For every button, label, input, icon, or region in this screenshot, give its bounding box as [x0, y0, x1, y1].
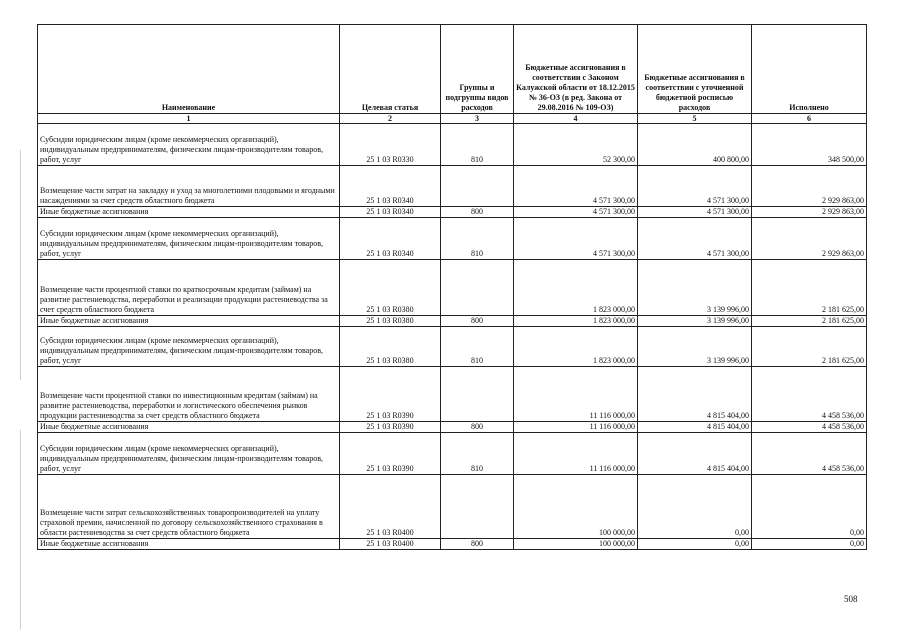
column-number: 4 — [514, 114, 638, 124]
table-row — [38, 166, 867, 207]
row-revised: 4 571 300,00 — [638, 166, 752, 207]
row-name: Субсидии юридическим лицам (кроме некоммерческих организаций), индивидуальным предпринимателям, физическим лицам-производителям товаров, работ, услуг — [38, 218, 340, 260]
row-expense-group — [441, 367, 514, 422]
row-executed: 0,00 — [752, 539, 867, 550]
header-expense-groups: Группы и подгруппы видов расходов — [441, 25, 514, 114]
table-header-row — [38, 25, 867, 114]
row-approved: 4 571 300,00 — [514, 207, 638, 218]
row-approved: 1 823 000,00 — [514, 260, 638, 316]
header-revised-allocations: Бюджетные ассигнования в соответствии с уточненной бюджетной росписью расходов — [638, 25, 752, 114]
table-row — [38, 207, 867, 218]
table-row — [38, 433, 867, 475]
row-name: Возмещение части затрат на закладку и уход за многолетними плодовыми и ягодными насаждениями за счет средств областного бюджета — [38, 166, 340, 207]
header-approved-allocations: Бюджетные ассигнования в соответствии с Законом Калужской области от 18.12.2015 № 36-ОЗ (в ред. Закона от 29.08.2016 № 109-ОЗ) — [514, 25, 638, 114]
row-expense-group: 800 — [441, 422, 514, 433]
row-name: Возмещение части процентной ставки по краткосрочным кредитам (займам) на развитие растениеводства, переработки и реализации продукции растениеводства за счет средств областного бюджета — [38, 260, 340, 316]
row-target-article: 25 1 03 R0340 — [340, 166, 441, 207]
table-row — [38, 260, 867, 316]
row-name: Иные бюджетные ассигнования — [38, 316, 340, 327]
row-revised: 0,00 — [638, 475, 752, 539]
row-target-article: 25 1 03 R0400 — [340, 475, 441, 539]
row-revised: 4 815 404,00 — [638, 422, 752, 433]
row-executed: 4 458 536,00 — [752, 367, 867, 422]
row-executed: 2 181 625,00 — [752, 316, 867, 327]
scan-edge-mark-top — [20, 150, 21, 380]
row-target-article: 25 1 03 R0380 — [340, 327, 441, 367]
row-executed: 2 181 625,00 — [752, 260, 867, 316]
row-expense-group: 810 — [441, 124, 514, 166]
row-name: Возмещение части затрат сельскохозяйственных товаропроизводителей на уплату страховой премии, начисленной по договору сельскохозяйственного страхования в области растениеводства за счет средств областного бюджета — [38, 475, 340, 539]
row-name: Иные бюджетные ассигнования — [38, 539, 340, 550]
table-row — [38, 367, 867, 422]
row-expense-group — [441, 166, 514, 207]
row-target-article: 25 1 03 R0400 — [340, 539, 441, 550]
row-expense-group: 800 — [441, 207, 514, 218]
column-number: 6 — [752, 114, 867, 124]
row-revised: 3 139 996,00 — [638, 260, 752, 316]
row-approved: 1 823 000,00 — [514, 327, 638, 367]
row-target-article: 25 1 03 R0380 — [340, 316, 441, 327]
table-row — [38, 218, 867, 260]
row-expense-group: 810 — [441, 433, 514, 475]
row-revised: 4 571 300,00 — [638, 207, 752, 218]
row-expense-group: 810 — [441, 218, 514, 260]
row-revised: 4 571 300,00 — [638, 218, 752, 260]
row-executed: 4 458 536,00 — [752, 433, 867, 475]
scan-edge-mark-bottom — [20, 430, 21, 630]
row-target-article: 25 1 03 R0340 — [340, 207, 441, 218]
column-number: 5 — [638, 114, 752, 124]
row-approved: 4 571 300,00 — [514, 218, 638, 260]
row-executed: 4 458 536,00 — [752, 422, 867, 433]
row-revised: 4 815 404,00 — [638, 433, 752, 475]
column-number-row — [38, 114, 867, 124]
row-expense-group: 810 — [441, 327, 514, 367]
row-executed: 348 500,00 — [752, 124, 867, 166]
table-row — [38, 316, 867, 327]
column-number: 3 — [441, 114, 514, 124]
row-executed: 2 929 863,00 — [752, 166, 867, 207]
row-approved: 1 823 000,00 — [514, 316, 638, 327]
column-number: 2 — [340, 114, 441, 124]
table-row — [38, 475, 867, 539]
row-approved: 52 300,00 — [514, 124, 638, 166]
row-name: Иные бюджетные ассигнования — [38, 422, 340, 433]
row-expense-group — [441, 475, 514, 539]
header-target-article: Целевая статья — [340, 25, 441, 114]
row-expense-group — [441, 260, 514, 316]
column-number: 1 — [38, 114, 340, 124]
row-expense-group: 800 — [441, 539, 514, 550]
table-row — [38, 422, 867, 433]
row-approved: 4 571 300,00 — [514, 166, 638, 207]
row-approved: 11 116 000,00 — [514, 367, 638, 422]
row-name: Субсидии юридическим лицам (кроме некоммерческих организаций), индивидуальным предпринимателям, физическим лицам-производителям товаров, работ, услуг — [38, 327, 340, 367]
row-revised: 4 815 404,00 — [638, 367, 752, 422]
row-approved: 11 116 000,00 — [514, 422, 638, 433]
row-revised: 400 800,00 — [638, 124, 752, 166]
row-revised: 3 139 996,00 — [638, 327, 752, 367]
row-target-article: 25 1 03 R0390 — [340, 367, 441, 422]
row-executed: 2 929 863,00 — [752, 218, 867, 260]
row-name: Субсидии юридическим лицам (кроме некоммерческих организаций), индивидуальным предпринимателям, физическим лицам-производителям товаров, работ, услуг — [38, 433, 340, 475]
row-approved: 11 116 000,00 — [514, 433, 638, 475]
row-target-article: 25 1 03 R0380 — [340, 260, 441, 316]
row-name: Иные бюджетные ассигнования — [38, 207, 340, 218]
row-executed: 2 181 625,00 — [752, 327, 867, 367]
row-target-article: 25 1 03 R0390 — [340, 433, 441, 475]
row-revised: 0,00 — [638, 539, 752, 550]
row-revised: 3 139 996,00 — [638, 316, 752, 327]
row-executed: 2 929 863,00 — [752, 207, 867, 218]
row-name: Субсидии юридическим лицам (кроме некоммерческих организаций), индивидуальным предпринимателям, физическим лицам-производителям товаров, работ, услуг — [38, 124, 340, 166]
table-row — [38, 124, 867, 166]
page-number: 508 — [844, 594, 858, 604]
row-expense-group: 800 — [441, 316, 514, 327]
table-row — [38, 539, 867, 550]
row-target-article: 25 1 03 R0390 — [340, 422, 441, 433]
row-target-article: 25 1 03 R0330 — [340, 124, 441, 166]
row-approved: 100 000,00 — [514, 475, 638, 539]
row-target-article: 25 1 03 R0340 — [340, 218, 441, 260]
table-row — [38, 327, 867, 367]
row-executed: 0,00 — [752, 475, 867, 539]
row-name: Возмещение части процентной ставки по инвестиционным кредитам (займам) на развитие растениеводства, переработки и логистического обеспечения рынков продукции растениеводства за счет средств областного бюджета — [38, 367, 340, 422]
header-executed: Исполнено — [752, 25, 867, 114]
row-approved: 100 000,00 — [514, 539, 638, 550]
header-name: Наименование — [38, 25, 340, 114]
budget-table — [37, 24, 867, 550]
